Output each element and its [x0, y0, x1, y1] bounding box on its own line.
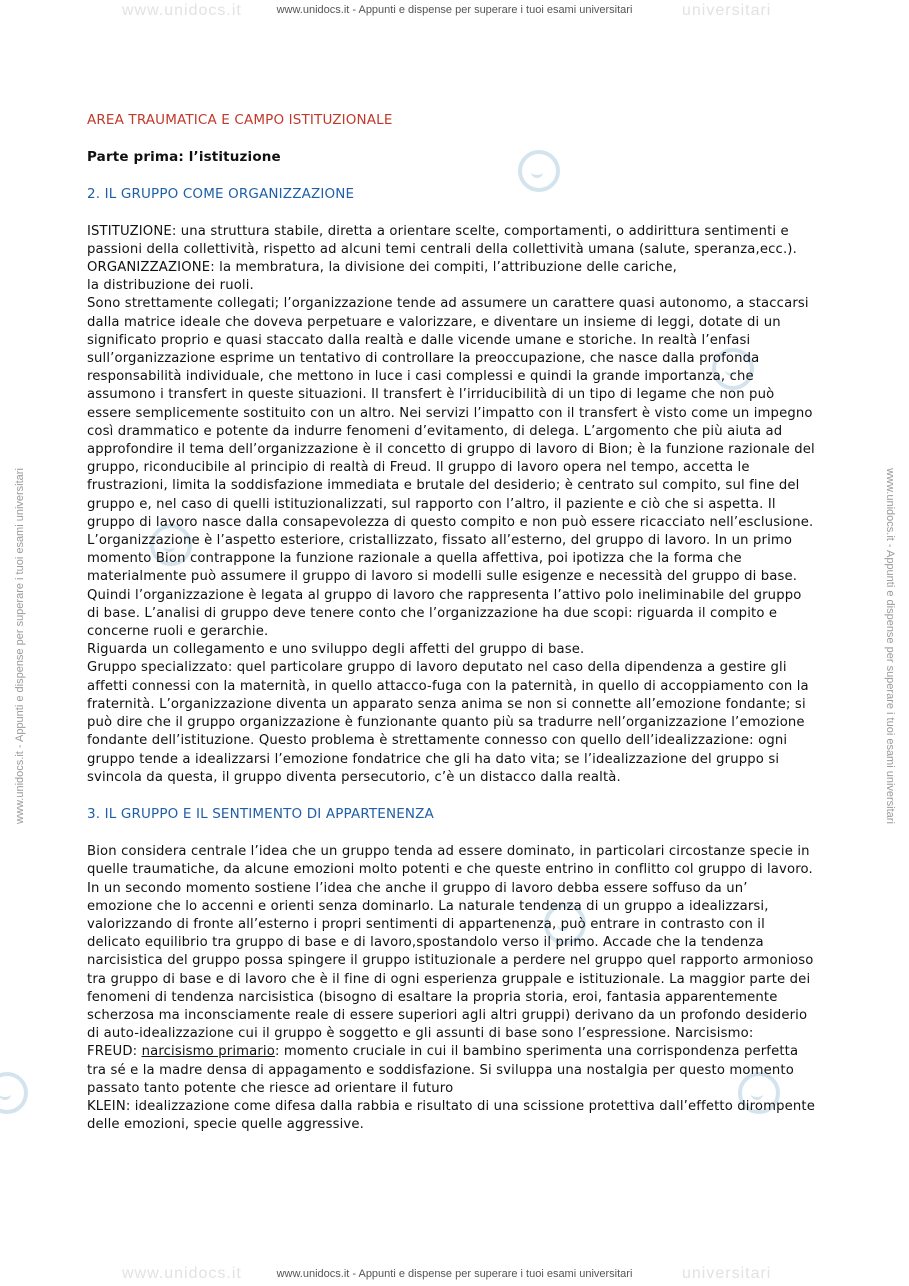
document-body	[87, 111, 817, 1134]
watermark-logo-icon	[0, 1072, 28, 1114]
paragraph-bion: Bion considera centrale l’idea che un gruppo tenda ad essere dominato, in particolari circostanze specie in quelle traumatiche, da alcune emozioni molto potenti e che queste entrino in conflitto col gruppo di lavoro. In un secondo momento sostiene l’idea che anche il gruppo di lavoro debba essere soffuso da un’ emozione che lo accenni e orienti senza dominarlo. La naturale tendenza di un gruppo a idealizzarsi, valorizzando di fronte all’esterno i propri sentimenti di appartenenza, può entrare in contrasto con il delicato equilibrio tra gruppo di base e di lavoro,spostandolo verso il primo. Accade che la tendenza narcisistica del gruppo possa spingere il gruppo istituzionale a perdere nel gruppo quel rapporto armonioso tra gruppo di base e di lavoro che è il fine di ogni esperienza gruppale e istituzionale. La maggior parte dei fenomeni di tendenza narcisistica (bisogno di esaltare la propria storia, eroi, fantasia apparentemente scherzosa ma inconsciamente reale di essere superiori agli altri gruppi) derivano da un profondo desiderio di auto-idealizzazione cui il gruppo è soggetto e gli assunti di base sono l’espressione. Narcisismo:	[87, 844, 814, 1042]
paragraph-aspetto-esteriore: L’organizzazione è l’aspetto esteriore, cristallizzato, fissato all’esterno, del gruppo di lavoro. In un primo momento Bion contrappone la funzione razionale a quella affettiva, poi ipotizza che la forma che materialmente può assumere il gruppo di lavoro si modelli sulle esigenze e necessità del gruppo di base. Quindi l’organizzazione è legata al gruppo di lavoro che rappresenta l’attivo polo ineliminabile del gruppo di base. L’analisi di gruppo deve tenere conto che l’organizzazione ha due scopi: riguarda il compito e concerne ruoli e gerarchie.	[87, 533, 802, 640]
side-watermark-right: www.unidocs.it - Appunti e dispense per superare i tuoi esami universitari	[884, 468, 896, 824]
watermark-ghost-top-right: universitari	[682, 2, 772, 19]
freud-label: FREUD:	[87, 1044, 138, 1060]
paragraph-istituzione: ISTITUZIONE: una struttura stabile, diretta a orientare scelte, comportamenti, o addirittura sentimenti e passioni della collettività, rispetto ad alcuni temi centrali della collettività umana (salute, speranza,ecc.).	[87, 223, 797, 257]
paragraph-freud	[87, 1043, 817, 1098]
document-title: AREA TRAUMATICA E CAMPO ISTITUZIONALE	[87, 112, 393, 128]
side-watermark-left: www.unidocs.it - Appunti e dispense per superare i tuoi esami universitari	[14, 468, 26, 824]
paragraph-organizzazione-b: la distribuzione dei ruoli.	[87, 278, 254, 294]
section-heading-2: 2. IL GRUPPO COME ORGANIZZAZIONE	[87, 186, 355, 203]
paragraph-gruppo-specializzato: Gruppo specializzato: quel particolare gruppo di lavoro deputato nel caso della dipendenza a gestire gli affetti connessi con la maternità, in quello attacco-fuga con la paternità, in quello di accoppiamento con la fraternità. L’organizzazione diventa un apparato senza anima se non si connette all’emozione fondante; si può dire che il gruppo organizzazione è funzionante quanto più sa tradurre nell’organizzazione l’emozione fondante dell’istituzione. Questo problema è strettamente connesso con quello dell’idealizzazione: ogni gruppo tende a idealizzarsi l’emozione fondatrice che gli ha dato vita; se l’idealizzazione del gruppo si svincola da questa, il gruppo diventa persecutorio, c’è un distacco dalla realtà.	[87, 660, 809, 785]
paragraph-organizzazione-a: ORGANIZZAZIONE: la membratura, la divisione dei compiti, l’attribuzione delle cariche,	[87, 260, 678, 276]
watermark-ghost-bottom-right: universitari	[682, 1265, 772, 1282]
paragraph-affetti: Riguarda un collegamento e uno sviluppo degli affetti del gruppo di base.	[87, 642, 585, 658]
freud-text: : momento cruciale in cui il bambino sperimenta una corrispondenza perfetta tra sé e la madre densa di appagamento e soddisfazione. Si sviluppa una nostalgia per questo momento passato tanto potente che riesce ad orientare il futuro	[87, 1044, 799, 1096]
paragraph-collegamento: Sono strettamente collegati; l’organizzazione tende ad assumere un carattere quasi autonomo, a staccarsi dalla matrice ideale che doveva perpetuare e valorizzare, e diventare un insieme di leggi, dotate di un significato proprio e quasi staccato dalla realtà e dalle vicende umane e storiche. In realtà l’enfasi sull’organizzazione esprime un tentativo di controllare la preoccupazione, che nasce dalla profonda responsabilità individuale, che mettono in luce i casi complessi e quindi la grande importanza, che assumono i transfert in queste situazioni. Il transfert è l’irriducibilità di un tipo di legame che non può essere semplicemente sostituito con un altro. Nei servizi l’impatto con il transfert è visto come un impegno così drammatico e potente da indurre fenomeni d’evitamento, di delega. L’argomento che più aiuta ad approfondire il tema dell’organizzazione è il concetto di gruppo di lavoro di Bion; è la funzione razionale del gruppo, riconducibile al principio di realtà di Freud. Il gruppo di lavoro opera nel tempo, accetta le frustrazioni, limita la soddisfazione immediata e brutale del desiderio; è centrato sul compito, sul fine del gruppo e, nel caso di quelli istituzionalizzati, sul rapporto con l’altro, il paziente e ciò che si aspetta. Il gruppo di lavoro nasce dalla consapevolezza di questo compito e non può essere ricacciato nell’esclusione.	[87, 296, 815, 530]
header-watermark: www.unidocs.it - Appunti e dispense per superare i tuoi esami universitari	[276, 4, 633, 16]
footer-watermark: www.unidocs.it - Appunti e dispense per superare i tuoi esami universitari	[276, 1268, 633, 1280]
section-heading-3: 3. IL GRUPPO E IL SENTIMENTO DI APPARTENENZA	[87, 805, 434, 822]
part-heading: Parte prima: l’istituzione	[87, 149, 281, 166]
paragraph-klein: KLEIN: idealizzazione come difesa dalla rabbia e risultato di una scissione protettiva dall’effetto dirompente delle emozioni, specie quelle aggressive.	[87, 1098, 815, 1133]
watermark-ghost-bottom-left: www.unidocs.it	[122, 1265, 242, 1282]
watermark-ghost-top-left: www.unidocs.it	[122, 2, 242, 19]
freud-term: narcisismo primario	[141, 1044, 275, 1060]
